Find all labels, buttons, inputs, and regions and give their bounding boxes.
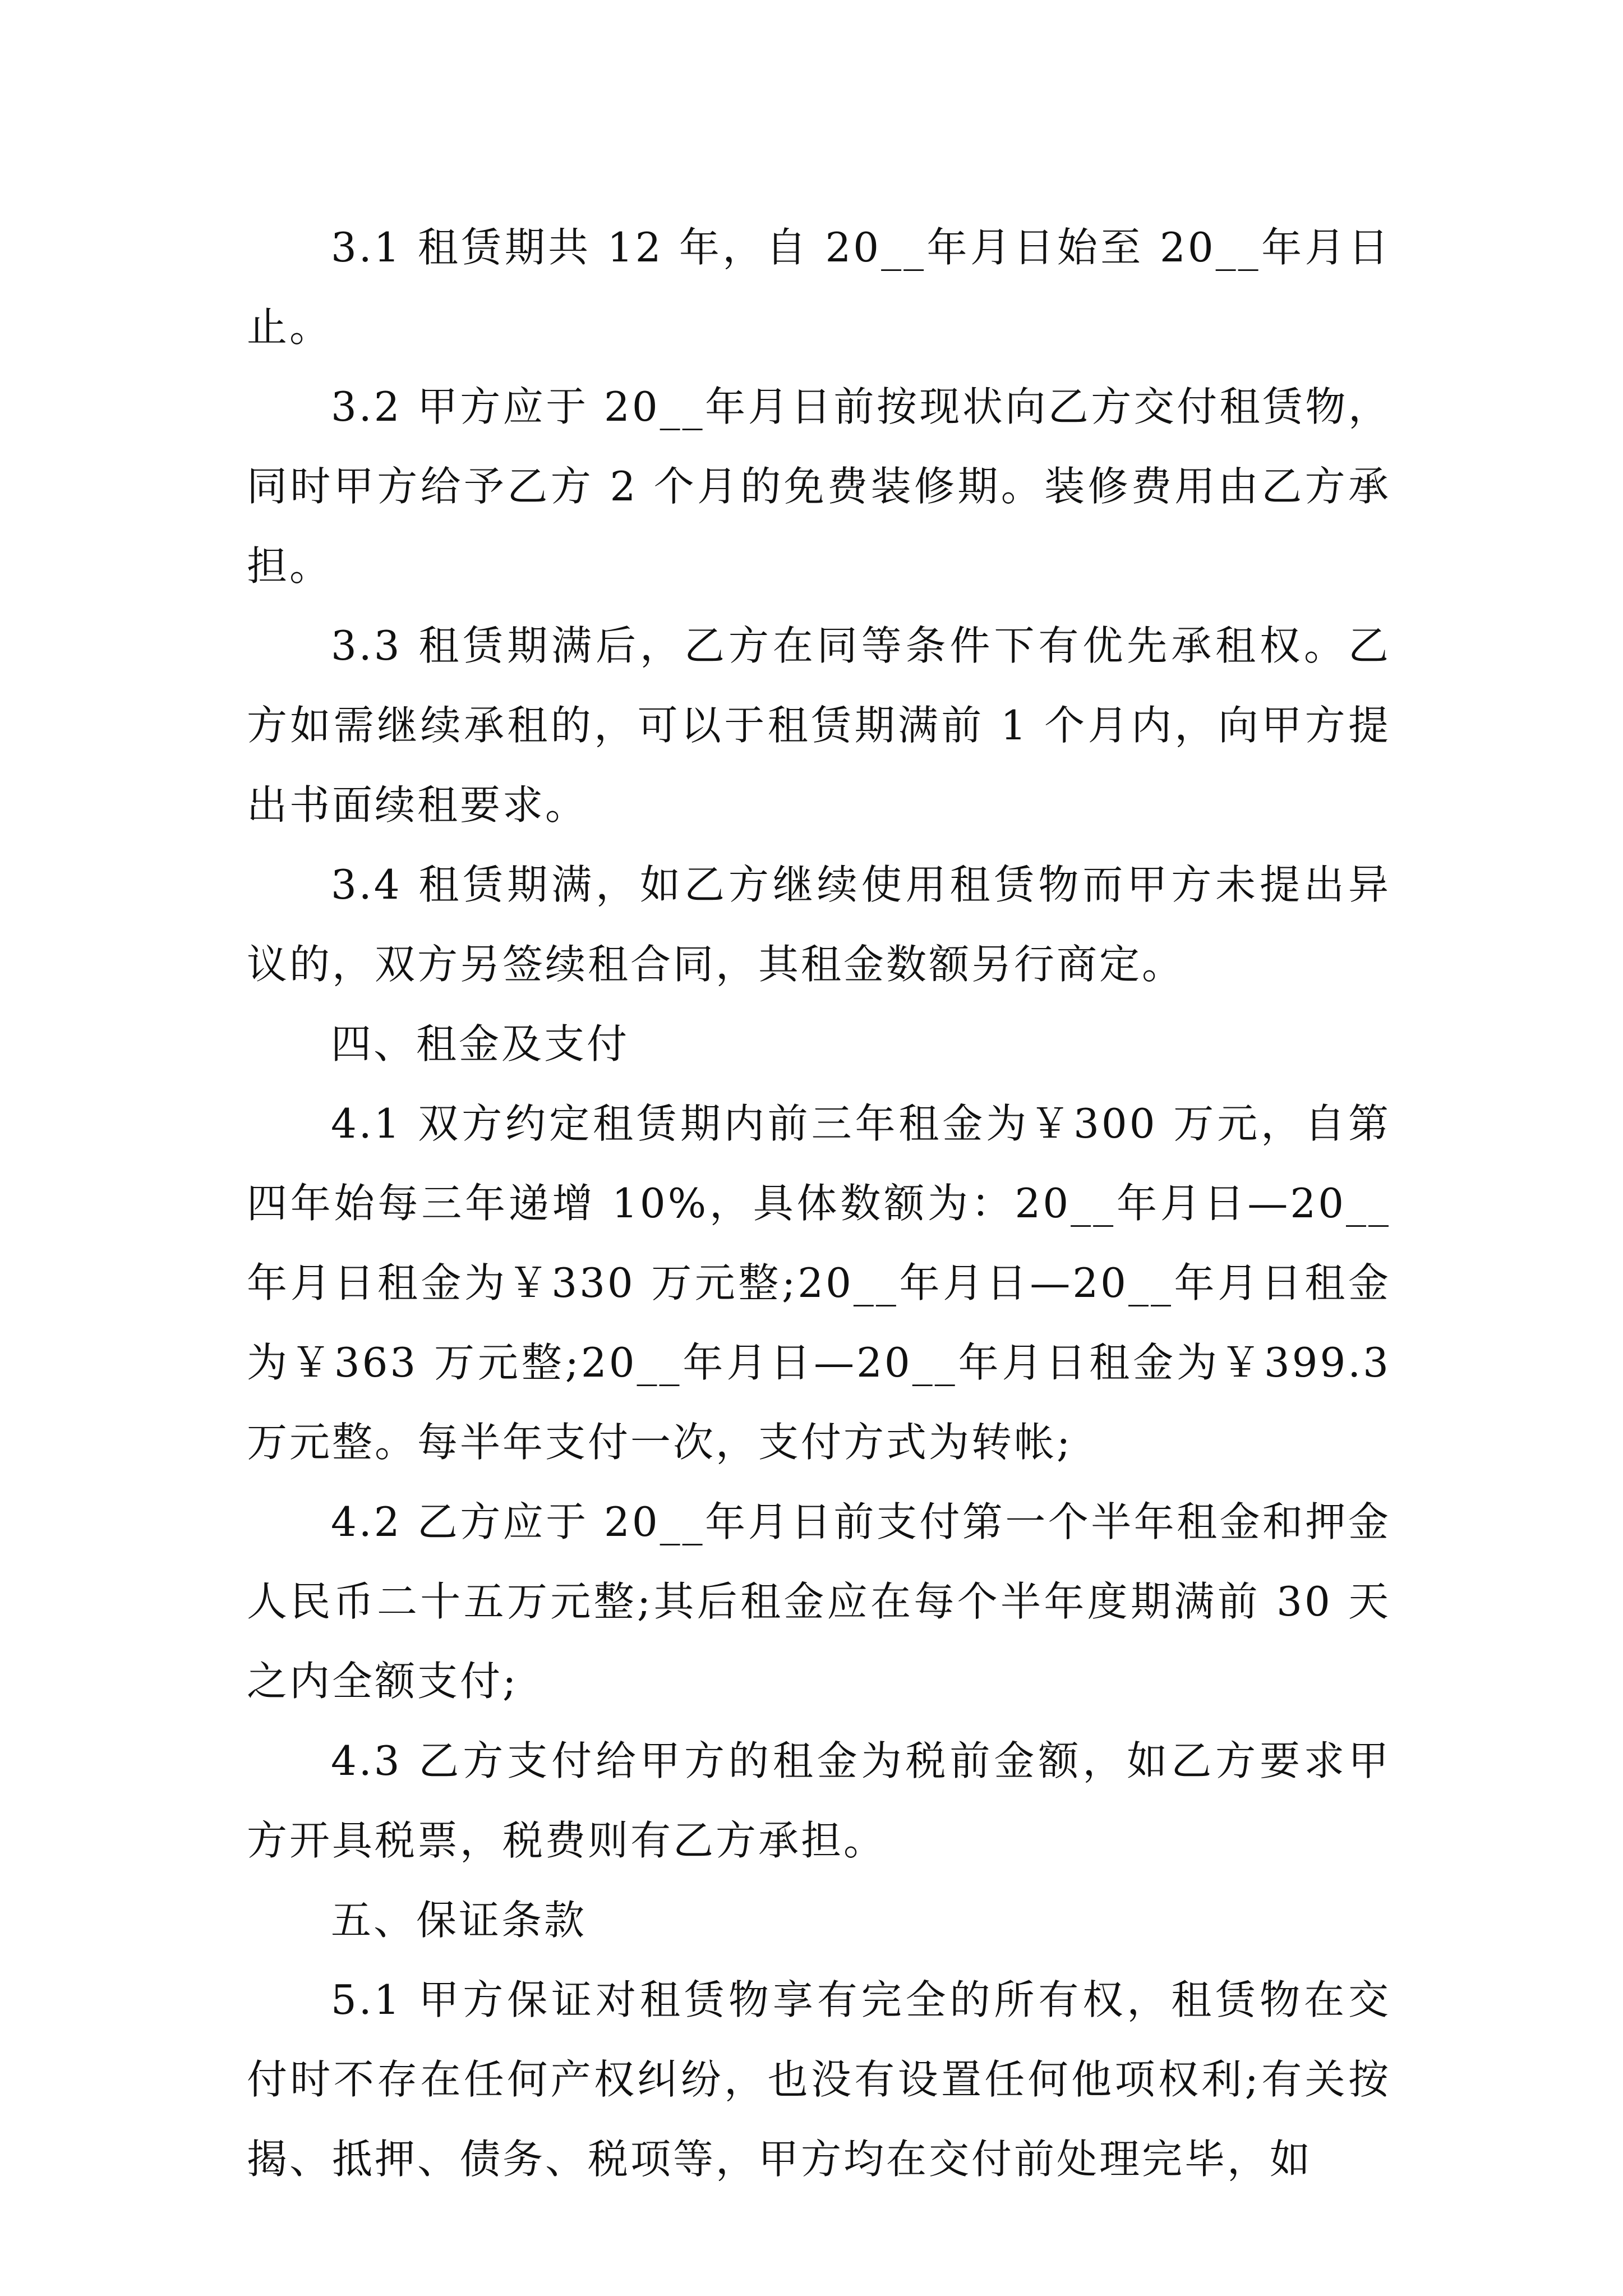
clause-3-3: 3.3 租赁期满后，乙方在同等条件下有优先承租权。乙方如需继续承租的，可以于租赁期满前 1 个月内，向甲方提出书面续租要求。 <box>247 622 1391 829</box>
clause-3-4: 3.4 租赁期满，如乙方继续使用租赁物而甲方未提出异议的，双方另签续租合同，其租金数额另行商定。 <box>247 861 1391 988</box>
clause-4-3: 4.3 乙方支付给甲方的租金为税前金额，如乙方要求甲方开具税票，税费则有乙方承担。 <box>247 1737 1391 1864</box>
clause-4-1: 4.1 双方约定租赁期内前三年租金为￥300 万元，自第四年始每三年递增 10%，具体数额为：20__年月日—20__年月日租金为￥330 万元整;20__年月日—20__年月日租金为￥363 万元整;20__年月日—20__年月日租金为￥399.3 万元整。每半年支付一次，支付方式为转帐; <box>247 1100 1406 1466</box>
document-body <box>247 208 1406 2199</box>
clause-4-2: 4.2 乙方应于 20__年月日前支付第一个半年租金和押金人民币二十五万元整;其后租金应在每个半年度期满前 30 天之内全额支付; <box>247 1498 1391 1705</box>
section-heading-rent-payment: 四、租金及支付 <box>331 1020 630 1068</box>
clause-3-2: 3.2 甲方应于 20__年月日前按现状向乙方交付租赁物，同时甲方给予乙方 2 个月的免费装修期。装修费用由乙方承担。 <box>247 383 1391 590</box>
section-heading-guarantee: 五、保证条款 <box>331 1897 587 1944</box>
clause-3-1: 3.1 租赁期共 12 年，自 20__年月日始至 20__年月日止。 <box>247 224 1391 351</box>
clause-5-1: 5.1 甲方保证对租赁物享有完全的所有权，租赁物在交付时不存在任何产权纠纷，也没有设置任何他项权利;有关按揭、抵押、债务、税项等，甲方均在交付前处理完毕，如 <box>247 1976 1391 2183</box>
